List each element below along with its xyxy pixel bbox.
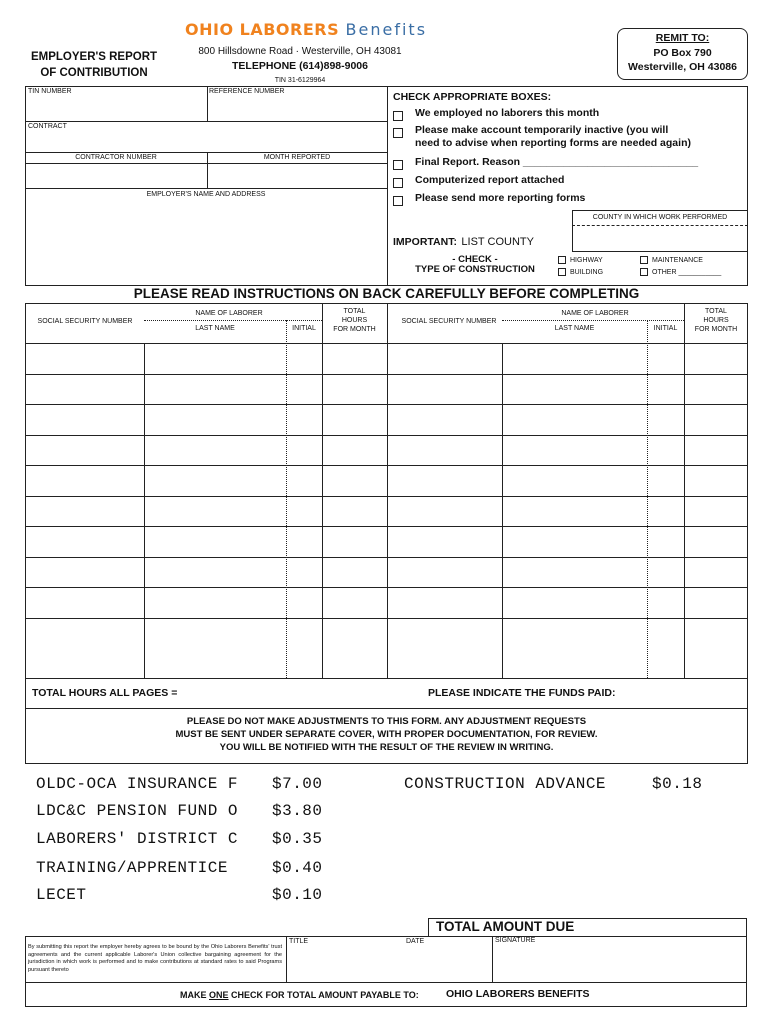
make-one: ONE	[209, 990, 229, 1000]
check-label: - CHECK -	[452, 254, 498, 265]
employer-name-address-field[interactable]	[26, 200, 386, 284]
logo-benefits: Benefits	[345, 20, 428, 39]
fund-amount-2: $0.35	[272, 830, 323, 848]
fund-amount-construction-advance: $0.18	[652, 775, 703, 793]
notice-line2: MUST BE SENT UNDER SEPARATE COVER, WITH PROPER DOCUMENTATION, FOR REVIEW.	[175, 729, 598, 740]
notice-line1: PLEASE DO NOT MAKE ADJUSTMENTS TO THIS FORM. ANY ADJUSTMENT REQUESTS	[186, 716, 587, 727]
make-pre: MAKE	[180, 990, 207, 1000]
payee-name: OHIO LABORERS BENEFITS	[446, 988, 590, 1000]
report-title-line2: OF CONTRIBUTION	[40, 67, 148, 79]
reference-number-field[interactable]	[208, 97, 386, 121]
fund-amount-1: $3.80	[272, 802, 323, 820]
table-row[interactable]	[26, 466, 747, 495]
total-amount-due-label: TOTAL AMOUNT DUE	[436, 919, 575, 934]
name-of-laborer-header-left: NAME OF LABORER	[195, 310, 263, 317]
hours-header-left: HOURS	[341, 317, 368, 324]
building-label: BUILDING	[570, 268, 604, 276]
contractor-number-label: CONTRACTOR NUMBER	[75, 154, 157, 161]
type-of-construction-label: TYPE OF CONSTRUCTION	[415, 264, 535, 275]
remit-line1: PO Box 790	[653, 47, 712, 59]
org-address: 800 Hillsdowne Road · Westerville, OH 43081	[198, 46, 402, 57]
ssn-header-left: SOCIAL SECURITY NUMBER	[37, 318, 133, 325]
list-county-label: LIST COUNTY	[461, 236, 534, 248]
table-row[interactable]	[26, 436, 747, 465]
signature-label: SIGNATURE	[495, 937, 536, 944]
fund-amount-0: $7.00	[272, 775, 323, 793]
table-row[interactable]	[26, 344, 747, 373]
table-row[interactable]	[26, 558, 747, 587]
county-field[interactable]	[573, 227, 747, 251]
checkbox-final-report-label: Final Report. Reason ______________________________	[415, 156, 699, 168]
total-hours-field[interactable]	[200, 682, 320, 704]
checkbox-computerized[interactable]	[393, 174, 403, 192]
reference-number-label: REFERENCE NUMBER	[209, 88, 285, 95]
maintenance-label: MAINTENANCE	[652, 256, 703, 264]
instructions-banner: PLEASE READ INSTRUCTIONS ON BACK CAREFULLY BEFORE COMPLETING	[133, 286, 640, 301]
name-of-laborer-header-right: NAME OF LABORER	[561, 310, 629, 317]
total-header-left: TOTAL	[343, 308, 366, 315]
checkbox-no-laborers[interactable]	[393, 107, 403, 125]
month-reported-field[interactable]	[208, 164, 386, 187]
contractor-number-field[interactable]	[26, 164, 206, 187]
building-option[interactable]	[558, 268, 603, 276]
other-option[interactable]	[640, 268, 721, 276]
table-row[interactable]	[26, 527, 747, 556]
make-post: CHECK FOR TOTAL AMOUNT PAYABLE TO:	[231, 990, 419, 1000]
table-row[interactable]	[26, 405, 747, 434]
org-tin: TIN 31-6129964	[274, 77, 326, 84]
remit-to-label: REMIT TO:	[655, 32, 710, 44]
for-month-header-left: FOR MONTH	[333, 326, 376, 333]
important-line	[393, 232, 534, 250]
fund-name-0: OLDC-OCA INSURANCE F	[36, 775, 239, 793]
checkbox-final-report[interactable]	[393, 156, 403, 174]
fund-amount-3: $0.40	[272, 859, 323, 877]
title-field[interactable]	[288, 948, 404, 981]
date-label: DATE	[406, 938, 425, 945]
checkbox-inactive[interactable]	[393, 124, 403, 142]
table-row[interactable]	[26, 375, 747, 404]
signature-field[interactable]	[494, 946, 746, 981]
table-row[interactable]	[26, 588, 747, 617]
ssn-header-right: SOCIAL SECURITY NUMBER	[401, 318, 497, 325]
county-label: COUNTY IN WHICH WORK PERFORMED	[592, 214, 728, 221]
indicate-funds-label: PLEASE INDICATE THE FUNDS PAID:	[428, 687, 616, 699]
total-header-right: TOTAL	[705, 308, 727, 315]
remit-line2: Westerville, OH 43086	[628, 61, 737, 73]
payable-line	[180, 990, 419, 1000]
checkbox-more-forms[interactable]	[393, 192, 403, 210]
title-label: TITLE	[289, 938, 309, 945]
initial-header-left: INITIAL	[292, 325, 316, 332]
last-name-header-left: LAST NAME	[195, 325, 235, 332]
tin-number-field[interactable]	[26, 97, 206, 121]
fund-name-2: LABORERS' DISTRICT C	[36, 830, 239, 848]
highway-label: HIGHWAY	[570, 256, 603, 264]
fund-name-3: TRAINING/APPRENTICE	[36, 859, 228, 877]
fund-name-construction-advance: CONSTRUCTION ADVANCE	[404, 775, 607, 793]
fund-name-1: LDC&C PENSION FUND O	[36, 802, 239, 820]
month-reported-label: MONTH REPORTED	[263, 154, 331, 161]
checkbox-inactive-label-2: need to advise when reporting forms are needed again)	[415, 137, 691, 149]
last-name-header-right: LAST NAME	[554, 325, 595, 332]
initial-header-right: INITIAL	[653, 325, 678, 332]
tin-number-label: TIN NUMBER	[28, 88, 72, 95]
total-hours-label: TOTAL HOURS ALL PAGES =	[32, 687, 178, 699]
table-row[interactable]	[26, 497, 747, 526]
checkbox-no-laborers-label: We employed no laborers this month	[415, 107, 600, 119]
agreement-text: By submitting this report the employer hereby agrees to be bound by the Ohio Laborers Benefits' trust agreements and the current applicable Laborer's Union collective bargaining agreement for the jurisdiction in which work is performed and to make contributions at standard rates to said Programs pursuant thereto	[28, 944, 282, 973]
logo	[185, 20, 427, 40]
contract-field[interactable]	[26, 132, 386, 151]
checkbox-computerized-label: Computerized report attached	[415, 174, 565, 186]
notice-line3: YOU WILL BE NOTIFIED WITH THE RESULT OF THE REVIEW IN WRITING.	[219, 742, 554, 753]
table-row[interactable]	[26, 619, 747, 648]
check-boxes-heading: CHECK APPROPRIATE BOXES:	[393, 91, 552, 103]
fund-amount-4: $0.10	[272, 886, 323, 904]
checkbox-more-forms-label: Please send more reporting forms	[415, 192, 586, 204]
maintenance-option[interactable]	[640, 256, 703, 264]
fund-name-4: LECET	[36, 886, 87, 904]
contract-label: CONTRACT	[28, 123, 67, 130]
important-label: IMPORTANT:	[393, 236, 457, 248]
hours-header-right: HOURS	[703, 317, 729, 324]
employer-name-address-label: EMPLOYER'S NAME AND ADDRESS	[146, 191, 266, 198]
highway-option[interactable]	[558, 256, 603, 264]
report-title-line1: EMPLOYER'S REPORT	[30, 51, 158, 63]
other-label: OTHER ___________	[652, 268, 722, 276]
org-telephone: TELEPHONE (614)898-9006	[232, 60, 368, 72]
checkbox-inactive-label: Please make account temporarily inactive (you will	[415, 124, 669, 136]
date-field[interactable]	[405, 948, 491, 981]
logo-ohio-laborers: OHIO LABORERS	[185, 20, 340, 39]
for-month-header-right: FOR MONTH	[694, 326, 738, 333]
